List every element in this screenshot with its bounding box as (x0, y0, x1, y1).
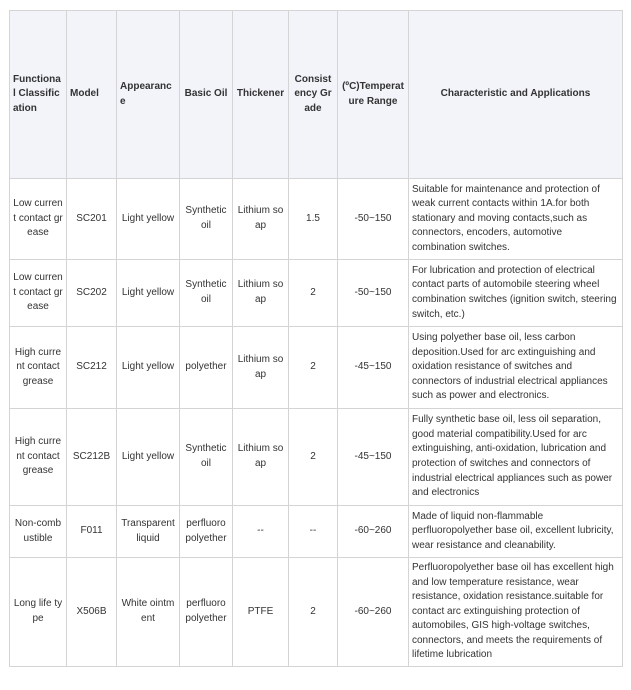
cell-thickener: Lithium soap (233, 327, 289, 409)
cell-model: F011 (67, 506, 117, 558)
header-thickener: Thickener (233, 11, 289, 179)
table-header-row (10, 11, 623, 179)
cell-base-oil: perfluoro polyether (180, 506, 233, 558)
cell-temperature: -45~150 (338, 327, 409, 409)
grease-spec-table (9, 10, 623, 667)
cell-consistency: 2 (289, 260, 338, 327)
cell-characteristics: Using polyether base oil, less carbon deposition.Used for arc extinguishing and oxidation resistance of switches and connectors of industrial electrical appliances such as power and electronics. (409, 327, 623, 409)
cell-model: SC202 (67, 260, 117, 327)
cell-base-oil: polyether (180, 327, 233, 409)
cell-base-oil: Synthetic oil (180, 409, 233, 506)
cell-thickener: -- (233, 506, 289, 558)
cell-temperature: -60~260 (338, 506, 409, 558)
table-row (10, 179, 623, 260)
header-functional-classification: Functional Classification (10, 11, 67, 179)
header-basic-oil: Basic Oil (180, 11, 233, 179)
cell-temperature: -45~150 (338, 409, 409, 506)
cell-characteristics: Made of liquid non-flammable perfluoropolyether base oil, excellent lubricity, wear resistance and cleanability. (409, 506, 623, 558)
cell-consistency: 1.5 (289, 179, 338, 260)
cell-characteristics: For lubrication and protection of electrical contact parts of automobile steering wheel combination switches (ignition switch, steering switch, etc.) (409, 260, 623, 327)
cell-model: SC212 (67, 327, 117, 409)
cell-base-oil: Synthetic oil (180, 179, 233, 260)
cell-thickener: Lithium soap (233, 179, 289, 260)
cell-temperature: -50~150 (338, 179, 409, 260)
cell-appearance: Light yellow (117, 327, 180, 409)
table-row (10, 327, 623, 409)
cell-temperature: -50~150 (338, 260, 409, 327)
cell-classification: Non-combustible (10, 506, 67, 558)
cell-appearance: Light yellow (117, 179, 180, 260)
cell-consistency: 2 (289, 409, 338, 506)
cell-consistency: -- (289, 506, 338, 558)
cell-classification: Low current contact grease (10, 179, 67, 260)
cell-consistency: 2 (289, 558, 338, 667)
header-consistency-grade: Consistency Grade (289, 11, 338, 179)
cell-temperature: -60~260 (338, 558, 409, 667)
table-row (10, 409, 623, 506)
cell-appearance: Light yellow (117, 409, 180, 506)
cell-classification: Low current contact grease (10, 260, 67, 327)
cell-classification: High current contact grease (10, 327, 67, 409)
cell-appearance: White ointment (117, 558, 180, 667)
cell-characteristics: Suitable for maintenance and protection of weak current contacts within 1A.for both stationary and moving contacts,such as connectors, encoders, automotive combination switches. (409, 179, 623, 260)
header-characteristics: Characteristic and Applications (409, 11, 623, 179)
cell-thickener: PTFE (233, 558, 289, 667)
cell-thickener: Lithium soap (233, 260, 289, 327)
cell-model: X506B (67, 558, 117, 667)
table-row (10, 260, 623, 327)
cell-thickener: Lithium soap (233, 409, 289, 506)
cell-appearance: Light yellow (117, 260, 180, 327)
cell-characteristics: Perfluoropolyether base oil has excellent high and low temperature resistance, wear resistance, oxidation resistance.suitable for contact arc extinguishing protection of automobiles, GIS high-voltage switches, connectors, and meets the requirements of lifetime lubrication (409, 558, 623, 667)
cell-classification: Long life type (10, 558, 67, 667)
header-appearance: Appearance (117, 11, 180, 179)
cell-consistency: 2 (289, 327, 338, 409)
cell-characteristics: Fully synthetic base oil, less oil separation, good material compatibility.Used for arc extinguishing, anti-oxidation, lubrication and protection of switches and connectors of industrial electrical appliances such as power and electronics (409, 409, 623, 506)
cell-appearance: Transparent liquid (117, 506, 180, 558)
cell-base-oil: perfluoro polyether (180, 558, 233, 667)
cell-base-oil: Synthetic oil (180, 260, 233, 327)
cell-model: SC212B (67, 409, 117, 506)
cell-model: SC201 (67, 179, 117, 260)
header-model: Model (67, 11, 117, 179)
table-row (10, 558, 623, 667)
table-row (10, 506, 623, 558)
cell-classification: High current contact grease (10, 409, 67, 506)
header-temperature-range: (ºC)Temperature Range (338, 11, 409, 179)
